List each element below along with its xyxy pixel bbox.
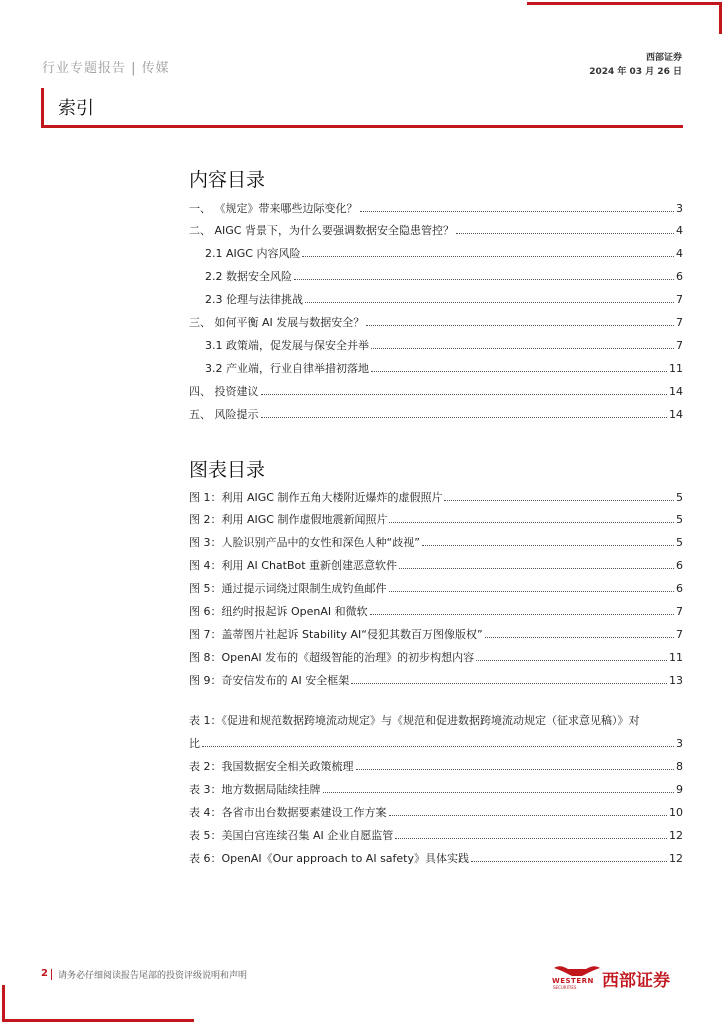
toc-item[interactable]: 三、 如何平衡 AI 发展与数据安全？ 7 xyxy=(189,316,683,329)
banner-underline xyxy=(41,125,683,128)
toc-item[interactable]: 2.3 伦理与法律挑战 7 xyxy=(205,293,683,306)
table-item[interactable]: 表 4：各省市出台数据要素建设工作方案 10 xyxy=(189,806,683,819)
toc-item[interactable]: 五、 风险提示 14 xyxy=(189,408,683,421)
top-corner-bar xyxy=(527,2,722,5)
figure-item[interactable]: 图 4：利用 AI ChatBot 重新创建恶意软件 6 xyxy=(189,559,683,572)
figure-item[interactable]: 图 6：纽约时报起诉 OpenAI 和微软 7 xyxy=(189,605,683,618)
bottom-corner-vertical xyxy=(2,985,5,1022)
logo-english-sub: SECURITIES xyxy=(553,985,577,990)
figures-title: 图表目录 xyxy=(189,459,266,481)
company-logo xyxy=(552,964,682,994)
bottom-corner-bar xyxy=(2,1019,194,1022)
section-title: 索引 xyxy=(58,98,94,119)
top-corner-vertical xyxy=(719,2,722,34)
toc-item[interactable]: 3.1 政策端，促发展与保安全并举 7 xyxy=(205,339,683,352)
report-category: 行业专题报告 | 传媒 xyxy=(42,61,170,76)
banner-marker xyxy=(41,88,44,128)
toc-item[interactable]: 3.2 产业端，行业自律举措初落地 11 xyxy=(205,362,683,375)
toc-item[interactable]: 一、 《规定》带来哪些边际变化？ 3 xyxy=(189,202,683,215)
toc-item[interactable]: 四、 投资建议 14 xyxy=(189,385,683,398)
figure-item[interactable]: 图 7：盖蒂图片社起诉 Stability AI“侵犯其数百万图像版权” 7 xyxy=(189,628,683,641)
report-date: 2024 年 03 月 26 日 xyxy=(589,67,682,77)
logo-english: WESTERN xyxy=(552,977,594,985)
toc-item[interactable]: 二、 AIGC 背景下，为什么要强调数据安全隐患管控？ 4 xyxy=(189,224,683,237)
table-item[interactable]: 表 6：OpenAI《Our approach to AI safety》具体实践 12 xyxy=(189,852,683,865)
figure-item[interactable]: 图 2：利用 AIGC 制作虚假地震新闻照片 5 xyxy=(189,513,683,526)
toc-item[interactable]: 2.1 AIGC 内容风险 4 xyxy=(205,247,683,260)
table-item[interactable]: 表 2：我国数据安全相关政策梳理 8 xyxy=(189,760,683,773)
footer-page-number: 2 xyxy=(41,968,48,979)
figure-item[interactable]: 图 3：人脸识别产品中的女性和深色人种“歧视” 5 xyxy=(189,536,683,549)
figure-item[interactable]: 图 9：奇安信发布的 AI 安全框架 13 xyxy=(189,674,683,687)
footer-separator xyxy=(51,969,52,980)
toc-item[interactable]: 2.2 数据安全风险 6 xyxy=(205,270,683,283)
contents-title: 内容目录 xyxy=(189,169,266,191)
figure-item[interactable]: 图 1：利用 AIGC 制作五角大楼附近爆炸的虚假照片 5 xyxy=(189,491,683,504)
table-item[interactable]: 表 3：地方数据局陆续挂牌 9 xyxy=(189,783,683,796)
table-item[interactable]: 比 3 xyxy=(189,737,683,750)
footer-disclaimer: 请务必仔细阅读报告尾部的投资评级说明和声明 xyxy=(58,971,248,981)
figure-item[interactable]: 图 8：OpenAI 发布的《超级智能的治理》的初步构想内容 11 xyxy=(189,651,683,664)
logo-chinese: 西部证券 xyxy=(602,971,670,991)
figure-item[interactable]: 图 5：通过提示词绕过限制生成钓鱼邮件 6 xyxy=(189,582,683,595)
table-item[interactable]: 表 5：美国白宫连续召集 AI 企业自愿监管 12 xyxy=(189,829,683,842)
ox-head-icon xyxy=(552,964,602,978)
company-name: 西部证券 xyxy=(645,53,682,63)
table-item-1-line1[interactable]: 表 1：《促进和规范数据跨境流动规定》与《规范和促进数据跨境流动规定（征求意见稿）》对 xyxy=(189,714,640,727)
